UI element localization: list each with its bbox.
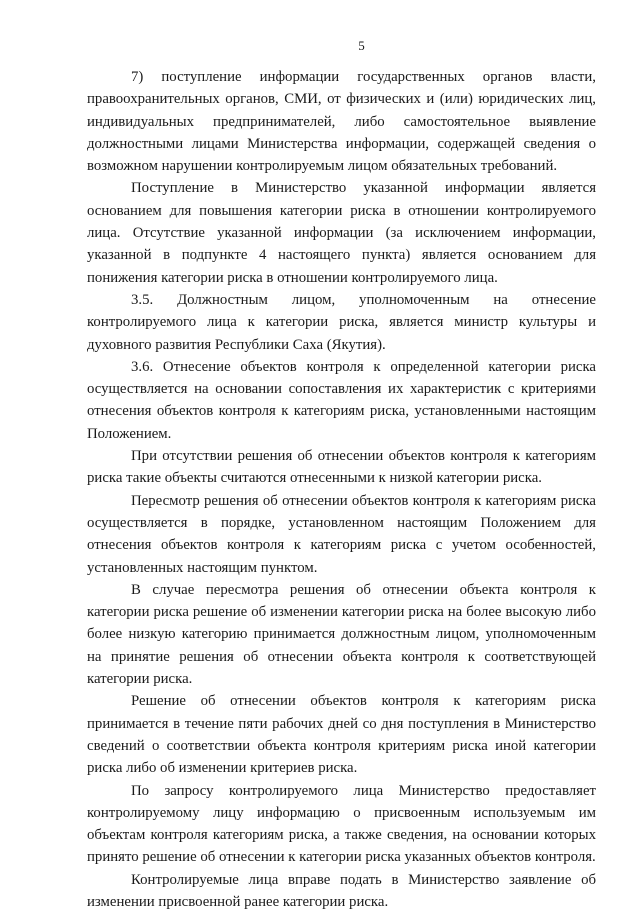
paragraph-decision-term: Решение об отнесении объектов контроля к категориям риска принимается в течение пяти рабочих дней со дня поступления в Министерство сведений о соответствии объекта контроля критериям риска иной категории риска либо об изменении критериев риска. bbox=[87, 693, 596, 777]
page-number: 5 bbox=[358, 38, 365, 53]
paragraph-no-decision: При отсутствии решения об отнесении объектов контроля к категориям риска такие объекты считаются отнесенными к низкой категории риска. bbox=[87, 448, 596, 487]
paragraph-change-application: Контролируемые лица вправе подать в Министерство заявление об изменении присвоенной ранее категории риска. bbox=[87, 871, 596, 910]
paragraph-info-receipt: Поступление в Министерство указанной информации является основанием для повышения категории риска в отношении контролируемого лица. Отсутствие указанной информации (за исключением информации, указанной в подпункте 4 настоящего пункта) является основанием для понижения категории риска в отношении контролируемого лица. bbox=[87, 180, 596, 286]
paragraph-revision: Пересмотр решения об отнесении объектов контроля к категориям риска осуществляется в порядке, установленном настоящим Положением для отнесения объектов контроля к категориям риска с учетом особенностей, установленных настоящим пунктом. bbox=[87, 492, 596, 576]
paragraph-item-7: 7) поступление информации государственных органов власти, правоохранительных органов, СМИ, от физических и (или) юридических лиц, индивидуальных предпринимателей, либо самостоятельное выявление должностными лицами Министерства информации, содержащей сведения о возможном нарушении контролируемым лицом обязательных требований. bbox=[87, 69, 596, 175]
paragraph-revision-case: В случае пересмотра решения об отнесении объекта контроля к категории риска решение об изменении категории риска на более высокую либо более низкую категорию принимается должностным лицом, уполномоченным на принятие решения об отнесении объекта контроля к соответствующей категории риска. bbox=[87, 581, 596, 688]
paragraph-3-5: 3.5. Должностным лицом, уполномоченным на отнесение контролируемого лица к категории риска, является министр культуры и духовного развития Республики Саха (Якутия). bbox=[87, 291, 596, 353]
paragraph-request-info: По запросу контролируемого лица Министерство предоставляет контролируемому лицу информацию о присвоенным используемым им объектам контроля категориям риска, а также сведения, на основании которых принято решение об отнесении к категории риска указанных объектов контроля. bbox=[87, 782, 596, 866]
paragraph-3-6: 3.6. Отнесение объектов контроля к определенной категории риска осуществляется на основании сопоставления их характеристик с критериями отнесения объектов контроля к категориям риска, установленными настоящим Положением. bbox=[87, 358, 596, 442]
